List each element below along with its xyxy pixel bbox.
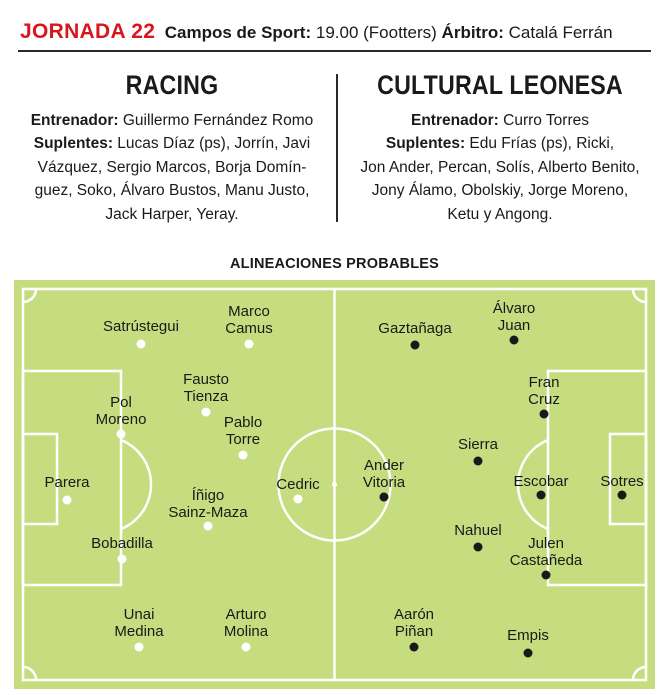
- player-name-2: Piñan: [394, 623, 434, 640]
- away-player-sierra: [458, 436, 498, 453]
- away-player-marker: [380, 493, 389, 502]
- lineups-title: ALINEACIONES PROBABLES: [229, 256, 440, 272]
- away-team-info: [340, 70, 660, 226]
- away-player-marker: [510, 336, 519, 345]
- away-player-marker: [410, 643, 419, 652]
- away-player-gaztanaga: [378, 320, 451, 337]
- away-player-marker: [540, 410, 549, 419]
- player-name-2: Medina: [114, 623, 164, 640]
- header-divider: [18, 50, 651, 52]
- home-player-marker: [117, 430, 126, 439]
- away-player-marker: [524, 649, 533, 658]
- away-subs-line-1: [340, 132, 660, 155]
- away-player-fran-cruz: [528, 374, 560, 408]
- home-player-parera: [44, 474, 89, 491]
- away-subs-line-3: Jony Álamo, Obolskiy, Jorge Moreno,: [371, 182, 629, 200]
- home-player-marker: [63, 496, 72, 505]
- home-player-fausto-tienza: [183, 371, 229, 405]
- away-subs-line-4: Ketu y Angong.: [447, 205, 553, 223]
- home-coach-name: Guillermo Fernández Romo: [122, 112, 314, 129]
- match-info-line: [20, 20, 660, 44]
- home-subs-line-2: Vázquez, Sergio Marcos, Borja Domín-: [37, 158, 307, 176]
- player-name: Nahuel: [454, 522, 502, 539]
- player-name-2: Torre: [225, 431, 261, 448]
- round-label: JORNADA 22: [20, 20, 156, 43]
- home-player-cedric: [276, 476, 319, 493]
- away-team-name: CULTURAL LEONESA: [377, 70, 623, 100]
- player-name: Escobar: [513, 473, 569, 490]
- home-player-marker: [294, 495, 303, 504]
- player-name-2: Cruz: [528, 391, 560, 408]
- home-player-marker: [135, 643, 144, 652]
- away-player-julen-castaneda: [510, 535, 583, 569]
- player-name-2: Juan: [497, 317, 531, 334]
- home-player-satrustegui: [103, 318, 179, 335]
- home-player-inigo-sainz-maza: [168, 487, 247, 521]
- player-name: Empis: [507, 627, 549, 644]
- away-coach-line: [340, 109, 660, 132]
- away-subs-text-1: Edu Frías (ps), Ricki,: [469, 135, 615, 153]
- home-player-unai-medina: [114, 606, 163, 640]
- home-player-marker: [242, 643, 251, 652]
- away-player-nahuel: [454, 522, 502, 539]
- away-coach-name: Curro Torres: [503, 112, 589, 129]
- home-player-pol-moreno: [96, 394, 147, 428]
- player-name-2: Sainz-Maza: [168, 504, 248, 521]
- home-player-bobadilla: [91, 535, 153, 552]
- away-player-sotres: [600, 473, 643, 490]
- player-name: Parera: [44, 474, 90, 491]
- player-name-2: Camus: [225, 320, 273, 337]
- player-name: Sierra: [457, 436, 499, 453]
- player-name-2: Moreno: [95, 411, 147, 428]
- home-player-marker: [202, 408, 211, 417]
- kickoff-time: 19.00 (Footters): [315, 23, 437, 42]
- player-name: Fran: [528, 374, 560, 391]
- home-player-marker: [239, 451, 248, 460]
- away-team-details: [340, 109, 660, 226]
- player-name: Marco: [228, 303, 270, 320]
- away-coach-label: Entrenador:: [410, 112, 499, 129]
- referee-name: Catalá Ferrán: [508, 23, 613, 42]
- player-name: Sotres: [600, 473, 644, 490]
- home-subs-line-4: Jack Harper, Yeray.: [105, 205, 239, 223]
- away-player-marker: [411, 341, 420, 350]
- home-coach-label: Entrenador:: [30, 112, 119, 129]
- teams-divider: [336, 74, 338, 222]
- away-player-empis: [507, 627, 549, 644]
- player-name: Unai: [123, 606, 155, 623]
- home-player-marker: [245, 340, 254, 349]
- player-name-2: Tienza: [183, 388, 229, 405]
- home-player-arturo-molina: [224, 606, 268, 640]
- home-player-marker: [137, 340, 146, 349]
- player-name: Bobadilla: [91, 535, 153, 552]
- player-name: Álvaro: [492, 300, 536, 317]
- home-subs-label: Suplentes:: [33, 135, 113, 153]
- player-name: Fausto: [183, 371, 229, 388]
- away-player-ander-vitoria: [363, 457, 405, 491]
- player-name: Íñigo: [191, 487, 225, 504]
- player-name: Pol: [110, 394, 132, 411]
- away-subs-label: Suplentes:: [385, 135, 466, 153]
- away-player-marker: [537, 491, 546, 500]
- home-team-info: [12, 70, 332, 226]
- player-name: Arturo: [225, 606, 267, 623]
- away-player-escobar: [513, 473, 568, 490]
- player-name-2: Vitoria: [362, 474, 406, 491]
- player-name: Satrústegui: [103, 318, 179, 335]
- home-player-marco-camus: [225, 303, 273, 337]
- player-name-2: Molina: [223, 623, 269, 640]
- home-subs-text-1: Lucas Díaz (ps), Jorrín, Javi: [117, 135, 311, 153]
- home-team-details: [12, 109, 332, 226]
- away-subs-line-2: Jon Ander, Percan, Solís, Alberto Benito,: [360, 158, 640, 176]
- home-subs-line-1: [12, 132, 332, 155]
- player-name: Aarón: [393, 606, 435, 623]
- player-name: Pablo: [223, 414, 263, 431]
- home-team-name: RACING: [125, 70, 219, 100]
- player-name: Julen: [528, 535, 564, 552]
- home-subs-line-3: guez, Soko, Álvaro Bustos, Manu Justo,: [34, 182, 310, 200]
- away-player-marker: [474, 457, 483, 466]
- player-name: Ander: [363, 457, 405, 474]
- away-player-alvaro-juan: [493, 300, 536, 334]
- home-player-marker: [118, 555, 127, 564]
- player-name-2: Castañeda: [509, 552, 583, 569]
- venue-label: Campos de Sport:: [164, 23, 312, 42]
- away-player-marker: [618, 491, 627, 500]
- away-player-aaron-pinan: [394, 606, 434, 640]
- home-player-marker: [204, 522, 213, 531]
- player-name: Gaztañaga: [378, 320, 452, 337]
- center-spot: [332, 482, 337, 487]
- away-player-marker: [542, 571, 551, 580]
- away-player-marker: [474, 543, 483, 552]
- referee-label: Árbitro:: [441, 23, 504, 42]
- home-coach-line: [12, 109, 332, 132]
- player-name: Cedric: [276, 476, 320, 493]
- home-player-pablo-torre: [224, 414, 262, 448]
